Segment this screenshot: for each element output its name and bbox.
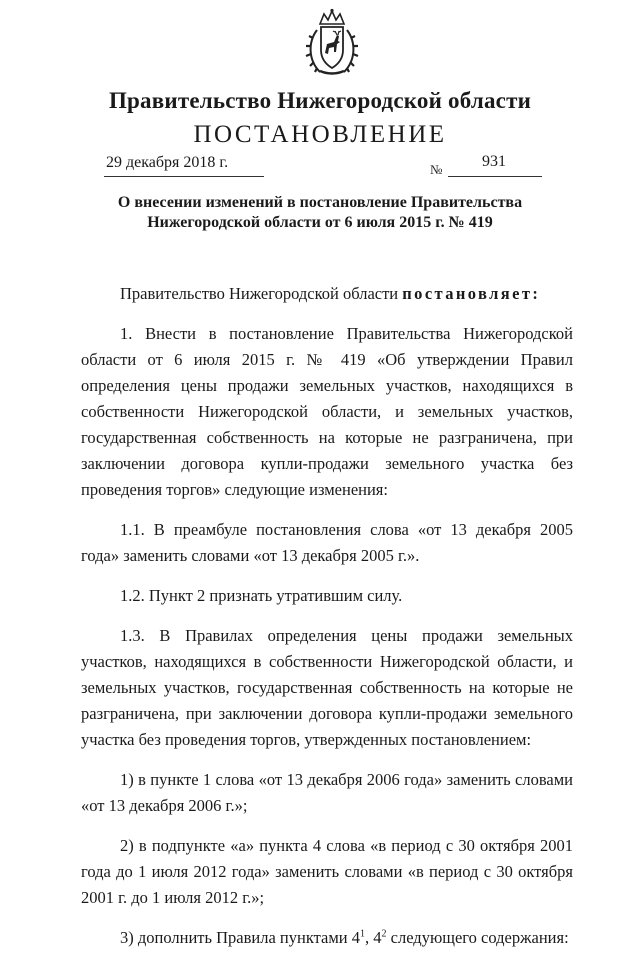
intro-prefix: Правительство Нижегородской области xyxy=(120,284,403,303)
intro-paragraph xyxy=(81,281,573,307)
document-date: 29 декабря 2018 г. xyxy=(106,154,229,171)
subject-line-1: О внесении изменений в постановление Правительства xyxy=(117,194,523,211)
subject-line-2: Нижегородской области от 6 июля 2015 г. № 419 xyxy=(147,214,493,231)
document-type-heading: ПОСТАНОВЛЕНИЕ xyxy=(193,121,447,148)
paragraph-1-2: 1.2. Пункт 2 признать утратившим силу. xyxy=(120,586,403,605)
paragraph-1-1: 1.1. В преамбуле постановления слова «от 13 декабря 2005 года» заменить словами «от 13 декабря 2005 г.». xyxy=(81,520,573,565)
sub3-superscript-1: 1 xyxy=(360,928,366,940)
date-underline xyxy=(104,176,264,177)
subparagraph-3 xyxy=(81,925,573,951)
number-underline xyxy=(448,176,542,177)
document-number: 931 xyxy=(482,153,506,170)
coat-of-arms-emblem xyxy=(304,8,360,78)
paragraph-1: 1. Внести в постановление Правительства Нижегородской области от 6 июля 2015 г. № 419 «Об утверждении Правил определения цены продажи земельных участков, находящихся в собственности Нижегородской области, и земельных участков, государственная собственность на которые не разграничена, при заключении договора купли-продажи земельного участка без проведения торгов» следующие изменения: xyxy=(81,324,573,499)
sub3-suffix: следующего содержания: xyxy=(386,928,569,947)
sub3-superscript-2: 2 xyxy=(381,928,387,940)
document-body xyxy=(81,281,573,965)
subparagraph-2: 2) в подпункте «а» пункта 4 слова «в период с 30 октября 2001 года до 1 июля 2012 года» заменить словами «в период с 30 октября 2001 г. до 1 июля 2012 г.»; xyxy=(81,836,573,907)
decree-word: постановляет: xyxy=(402,284,541,303)
document-subject xyxy=(0,193,640,233)
sub3-separator: , 4 xyxy=(365,928,382,947)
paragraph-1-3: 1.3. В Правилах определения цены продажи земельных участков, находящихся в собственности Нижегородской области, и земельных участков, государственная собственность на которые не разграничена, при заключении договора купли-продажи земельного участка без проведения торгов, утвержденных постановлением: xyxy=(81,626,573,749)
sub3-prefix: 3) дополнить Правила пунктами 4 xyxy=(120,928,361,947)
number-label: № xyxy=(430,162,443,177)
government-title: Правительство Нижегородской области xyxy=(108,88,532,113)
subparagraph-1: 1) в пункте 1 слова «от 13 декабря 2006 года» заменить словами «от 13 декабря 2006 г.»; xyxy=(81,770,573,815)
